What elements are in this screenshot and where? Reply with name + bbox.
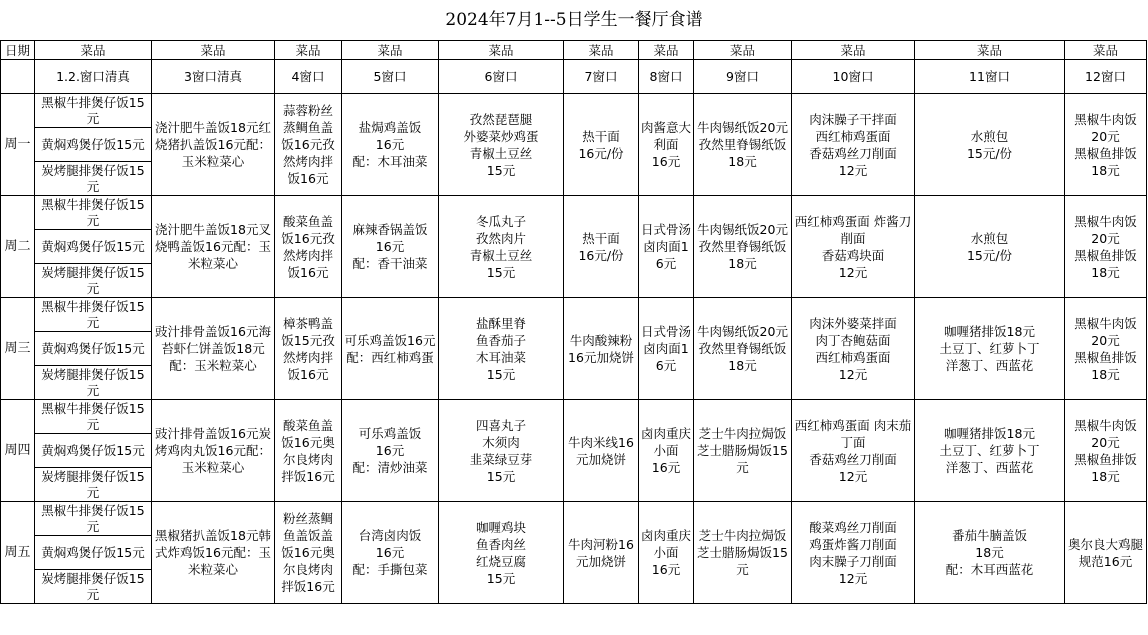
dish-header: 菜品 <box>275 41 342 60</box>
blank-header-cell <box>1 60 35 94</box>
claypot-dish-cell: 黄焖鸡煲仔饭15元 <box>35 230 152 264</box>
claypot-dish-cell: 黄焖鸡煲仔饭15元 <box>35 128 152 162</box>
menu-cell: 豉汁排骨盖饭16元炭烤鸡肉丸饭16元配：玉米粒菜心 <box>152 400 275 502</box>
menu-cell: 豉汁排骨盖饭16元海苔虾仁饼盖饭18元配：玉米粒菜心 <box>152 298 275 400</box>
menu-cell: 西红柿鸡蛋面 炸酱刀削面 香菇鸡块面 12元 <box>792 196 915 298</box>
menu-cell: 水煎包 15元/份 <box>915 94 1065 196</box>
dish-header: 菜品 <box>639 41 694 60</box>
menu-cell: 牛肉锡纸饭20元 孜然里脊锡纸饭18元 <box>694 298 792 400</box>
claypot-dish-cell: 炭烤腿排煲仔饭15元 <box>35 264 152 298</box>
menu-cell: 粉丝蒸鲷鱼盖饭盖饭16元奥尔良烤肉拌饭16元 <box>275 502 342 604</box>
menu-cell: 浇汁肥牛盖饭18元红烧猪扒盖饭16元配：玉米粒菜心 <box>152 94 275 196</box>
claypot-dish-cell: 黑椒牛排煲仔饭15元 <box>35 196 152 230</box>
day-label: 周四 <box>1 400 35 502</box>
header-row <box>1 41 1147 60</box>
menu-cell: 芝士牛肉拉焗饭芝士腊肠焗饭15元 <box>694 400 792 502</box>
menu-cell: 酸菜鸡丝刀削面 鸡蛋炸酱刀削面 肉末臊子刀削面 12元 <box>792 502 915 604</box>
table-row <box>1 400 1147 434</box>
menu-cell: 台湾卤肉饭 16元 配：手撕包菜 <box>342 502 439 604</box>
dish-header: 菜品 <box>35 41 152 60</box>
menu-cell: 肉沫外婆菜拌面 肉丁杏鲍菇面 西红柿鸡蛋面 12元 <box>792 298 915 400</box>
window-header: 1.2.窗口清真 <box>35 60 152 94</box>
menu-cell: 黑椒猪扒盖饭18元韩式炸鸡饭16元配：玉米粒菜心 <box>152 502 275 604</box>
menu-cell: 黑椒牛肉饭 20元 黑椒鱼排饭 18元 <box>1065 298 1147 400</box>
menu-cell: 黑椒牛肉饭 20元 黑椒鱼排饭 18元 <box>1065 196 1147 298</box>
menu-cell: 热干面 16元/份 <box>564 196 639 298</box>
menu-cell: 麻辣香锅盖饭 16元 配：香干油菜 <box>342 196 439 298</box>
window-header: 6窗口 <box>439 60 564 94</box>
menu-cell: 水煎包 15元/份 <box>915 196 1065 298</box>
table-row <box>1 298 1147 332</box>
dish-header: 菜品 <box>915 41 1065 60</box>
dish-header: 菜品 <box>694 41 792 60</box>
day-label: 周一 <box>1 94 35 196</box>
table-row <box>1 94 1147 128</box>
menu-cell: 西红柿鸡蛋面 肉末茄丁面 香菇鸡丝刀削面 12元 <box>792 400 915 502</box>
menu-cell: 蒜蓉粉丝蒸鲷鱼盖饭16元孜然烤肉拌饭16元 <box>275 94 342 196</box>
menu-cell: 肉酱意大利面 16元 <box>639 94 694 196</box>
claypot-dish-cell: 黄焖鸡煲仔饭15元 <box>35 434 152 468</box>
menu-cell: 牛肉酸辣粉16元加烧饼 <box>564 298 639 400</box>
window-header: 9窗口 <box>694 60 792 94</box>
menu-cell: 牛肉河粉16元加烧饼 <box>564 502 639 604</box>
date-header: 日期 <box>1 41 35 60</box>
claypot-dish-cell: 黄焖鸡煲仔饭15元 <box>35 536 152 570</box>
claypot-dish-cell: 黑椒牛排煲仔饭15元 <box>35 298 152 332</box>
dish-header: 菜品 <box>792 41 915 60</box>
menu-cell: 冬瓜丸子 孜然肉片 青椒土豆丝 15元 <box>439 196 564 298</box>
menu-cell: 咖喱鸡块 鱼香肉丝 红烧豆腐 15元 <box>439 502 564 604</box>
menu-cell: 可乐鸡盖饭16元 配：西红柿鸡蛋 <box>342 298 439 400</box>
dish-header: 菜品 <box>564 41 639 60</box>
claypot-dish-cell: 黄焖鸡煲仔饭15元 <box>35 332 152 366</box>
menu-cell: 樟茶鸭盖饭15元孜然烤肉拌饭16元 <box>275 298 342 400</box>
menu-cell: 盐焗鸡盖饭 16元 配：木耳油菜 <box>342 94 439 196</box>
window-header: 11窗口 <box>915 60 1065 94</box>
claypot-dish-cell: 炭烤腿排煲仔饭15元 <box>35 162 152 196</box>
menu-cell: 可乐鸡盖饭 16元 配：清炒油菜 <box>342 400 439 502</box>
window-header-row <box>1 60 1147 94</box>
window-header: 5窗口 <box>342 60 439 94</box>
menu-cell: 咖喱猪排饭18元 土豆丁、红萝卜丁 洋葱丁、西蓝花 <box>915 298 1065 400</box>
table-row <box>1 502 1147 536</box>
claypot-dish-cell: 炭烤腿排煲仔饭15元 <box>35 468 152 502</box>
menu-cell: 卤肉重庆小面 16元 <box>639 400 694 502</box>
menu-cell: 黑椒牛肉饭 20元 黑椒鱼排饭 18元 <box>1065 94 1147 196</box>
page-title: 2024年7月1--5日学生一餐厅食谱 <box>445 10 703 30</box>
table-row <box>1 196 1147 230</box>
menu-cell: 四喜丸子 木须肉 韭菜绿豆芽 15元 <box>439 400 564 502</box>
menu-cell: 卤肉重庆小面 16元 <box>639 502 694 604</box>
claypot-dish-cell: 炭烤腿排煲仔饭15元 <box>35 570 152 604</box>
dish-header: 菜品 <box>439 41 564 60</box>
claypot-dish-cell: 黑椒牛排煲仔饭15元 <box>35 400 152 434</box>
menu-cell: 咖喱猪排饭18元 土豆丁、红萝卜丁 洋葱丁、西蓝花 <box>915 400 1065 502</box>
menu-cell: 牛肉米线16元加烧饼 <box>564 400 639 502</box>
menu-cell: 肉沫臊子干拌面 西红柿鸡蛋面 香菇鸡丝刀削面 12元 <box>792 94 915 196</box>
menu-table <box>0 40 1147 604</box>
menu-cell: 孜然琵琶腿 外婆菜炒鸡蛋 青椒土豆丝 15元 <box>439 94 564 196</box>
menu-cell: 牛肉锡纸饭20元 孜然里脊锡纸饭18元 <box>694 94 792 196</box>
window-header: 10窗口 <box>792 60 915 94</box>
dish-header: 菜品 <box>1065 41 1147 60</box>
window-header: 3窗口清真 <box>152 60 275 94</box>
claypot-dish-cell: 黑椒牛排煲仔饭15元 <box>35 94 152 128</box>
window-header: 8窗口 <box>639 60 694 94</box>
claypot-dish-cell: 炭烤腿排煲仔饭15元 <box>35 366 152 400</box>
day-label: 周三 <box>1 298 35 400</box>
menu-cell: 盐酥里脊 鱼香茄子 木耳油菜 15元 <box>439 298 564 400</box>
menu-cell: 番茄牛腩盖饭 18元 配：木耳西蓝花 <box>915 502 1065 604</box>
dish-header: 菜品 <box>152 41 275 60</box>
window-header: 4窗口 <box>275 60 342 94</box>
menu-cell: 奥尔良大鸡腿规范16元 <box>1065 502 1147 604</box>
menu-cell: 酸菜鱼盖饭16元孜然烤肉拌饭16元 <box>275 196 342 298</box>
window-header: 12窗口 <box>1065 60 1147 94</box>
window-header: 7窗口 <box>564 60 639 94</box>
menu-cell: 日式骨汤卤肉面16元 <box>639 196 694 298</box>
dish-header: 菜品 <box>342 41 439 60</box>
menu-cell: 日式骨汤卤肉面16元 <box>639 298 694 400</box>
claypot-dish-cell: 黑椒牛排煲仔饭15元 <box>35 502 152 536</box>
menu-cell: 牛肉锡纸饭20元 孜然里脊锡纸饭18元 <box>694 196 792 298</box>
day-label: 周五 <box>1 502 35 604</box>
menu-cell: 芝士牛肉拉焗饭芝士腊肠焗饭15元 <box>694 502 792 604</box>
menu-cell: 黑椒牛肉饭 20元 黑椒鱼排饭 18元 <box>1065 400 1147 502</box>
menu-cell: 浇汁肥牛盖饭18元叉烧鸭盖饭16元配：玉米粒菜心 <box>152 196 275 298</box>
menu-cell: 热干面 16元/份 <box>564 94 639 196</box>
menu-cell: 酸菜鱼盖饭16元奥尔良烤肉拌饭16元 <box>275 400 342 502</box>
day-label: 周二 <box>1 196 35 298</box>
